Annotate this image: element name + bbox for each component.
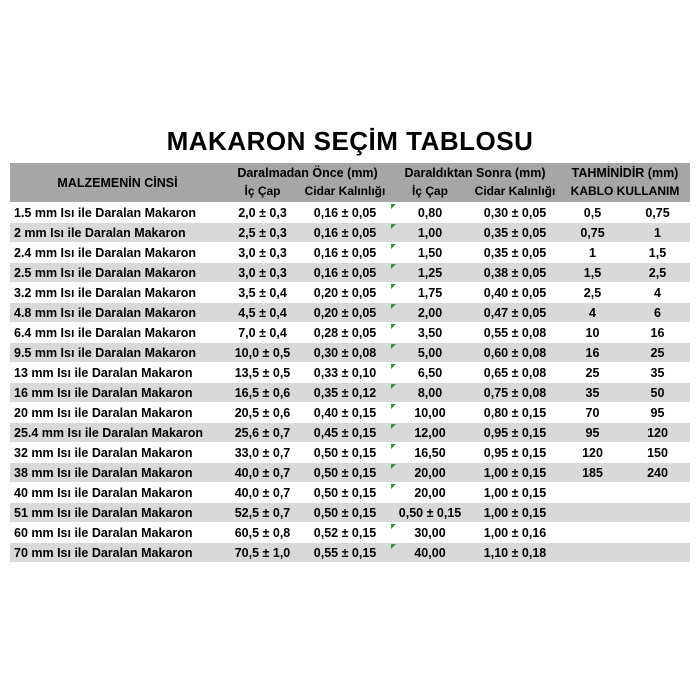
- cell-kablo1: [560, 343, 625, 362]
- cell-text: 1,25: [417, 265, 443, 280]
- table-row: [10, 363, 690, 383]
- cell-text: 2,5 ± 0,3: [238, 225, 287, 240]
- cell-material: [10, 543, 225, 562]
- header-group-after: [390, 163, 560, 202]
- cell-text: 185: [582, 465, 603, 480]
- cell-kablo1: [560, 543, 625, 562]
- cell-text: 1,50: [417, 245, 443, 260]
- cell-ic-cap-once: [225, 503, 300, 522]
- cell-material: [10, 323, 225, 342]
- cell-material: [10, 523, 225, 542]
- green-corner-triangle-icon: [391, 404, 396, 409]
- cell-ic-cap-once: [225, 483, 300, 502]
- cell-text: 3,0 ± 0,3: [238, 265, 287, 280]
- cell-ic-cap-sonra: [390, 383, 470, 402]
- cell-text: 0,16 ± 0,05: [313, 245, 377, 260]
- cell-text: 0,35 ± 0,12: [313, 385, 377, 400]
- cell-cidar-sonra: [470, 423, 560, 442]
- header-group-after-subs: [390, 184, 560, 198]
- cell-cidar-once: [300, 223, 390, 242]
- cell-text: 0,20 ± 0,05: [313, 285, 377, 300]
- cell-text: 3,50: [417, 325, 443, 340]
- cell-text: 0,80: [417, 205, 443, 220]
- cell-text: 70,5 ± 1,0: [234, 545, 291, 560]
- cell-text: 120: [582, 445, 603, 460]
- cell-kablo1: [560, 303, 625, 322]
- cell-text: 16: [585, 345, 600, 360]
- cell-ic-cap-sonra: [390, 403, 470, 422]
- header-ic-cap-after: İç Çap: [411, 184, 448, 198]
- green-corner-triangle-icon: [391, 524, 396, 529]
- cell-text: 52,5 ± 0,7: [234, 505, 291, 520]
- cell-cidar-once: [300, 383, 390, 402]
- cell-cidar-sonra: [470, 383, 560, 402]
- header-material: MALZEMENİN CİNSİ: [57, 175, 178, 190]
- cell-kablo2: [625, 203, 690, 222]
- cell-text: 16: [650, 325, 665, 340]
- cell-material: [10, 423, 225, 442]
- cell-cidar-once: [300, 203, 390, 222]
- cell-kablo2: [625, 303, 690, 322]
- cell-text: 0,55 ± 0,08: [483, 325, 547, 340]
- cell-text: 1,00 ± 0,15: [483, 505, 547, 520]
- cell-ic-cap-sonra: [390, 483, 470, 502]
- cell-material: [10, 263, 225, 282]
- cell-text: 3,0 ± 0,3: [238, 245, 287, 260]
- cell-text: 25,6 ± 0,7: [234, 425, 291, 440]
- table-row: [10, 423, 690, 443]
- green-corner-triangle-icon: [391, 204, 396, 209]
- cell-cidar-sonra: [470, 463, 560, 482]
- table-row: [10, 243, 690, 263]
- cell-text: 40 mm Isı ile Daralan Makaron: [14, 485, 193, 500]
- cell-text: 30,00: [414, 525, 446, 540]
- cell-text: 1,00 ± 0,15: [483, 485, 547, 500]
- cell-text: 16,50: [414, 445, 446, 460]
- header-cidar-before: Cidar Kalınlığı: [304, 184, 386, 198]
- header-group-estimate-subs: [560, 184, 690, 198]
- cell-cidar-once: [300, 483, 390, 502]
- cell-text: 1,00 ± 0,16: [483, 525, 547, 540]
- cell-text: 0,47 ± 0,05: [483, 305, 547, 320]
- cell-ic-cap-sonra: [390, 423, 470, 442]
- cell-cidar-once: [300, 243, 390, 262]
- cell-kablo2: [625, 443, 690, 462]
- cell-text: 0,16 ± 0,05: [313, 265, 377, 280]
- table-row: [10, 543, 690, 563]
- cell-text: 1,5: [648, 245, 667, 260]
- cell-text: 95: [650, 405, 665, 420]
- green-corner-triangle-icon: [391, 424, 396, 429]
- header-cidar-after: Cidar Kalınlığı: [474, 184, 556, 198]
- cell-ic-cap-once: [225, 443, 300, 462]
- cell-cidar-sonra: [470, 283, 560, 302]
- green-corner-triangle-icon: [391, 544, 396, 549]
- cell-text: 0,40 ± 0,05: [483, 285, 547, 300]
- green-corner-triangle-icon: [391, 344, 396, 349]
- green-corner-triangle-icon: [391, 464, 396, 469]
- cell-material: [10, 503, 225, 522]
- cell-ic-cap-sonra: [390, 243, 470, 262]
- green-corner-triangle-icon: [391, 444, 396, 449]
- cell-text: 0,50 ± 0,15: [313, 465, 377, 480]
- cell-text: 2.4 mm Isı ile Daralan Makaron: [14, 245, 197, 260]
- cell-text: 0,38 ± 0,05: [483, 265, 547, 280]
- cell-kablo1: [560, 443, 625, 462]
- cell-ic-cap-sonra: [390, 283, 470, 302]
- cell-ic-cap-sonra: [390, 263, 470, 282]
- cell-text: 35: [650, 365, 665, 380]
- cell-text: 0,28 ± 0,05: [313, 325, 377, 340]
- cell-text: 70 mm Isı ile Daralan Makaron: [14, 545, 193, 560]
- cell-ic-cap-once: [225, 523, 300, 542]
- green-corner-triangle-icon: [391, 284, 396, 289]
- cell-kablo2: [625, 383, 690, 402]
- cell-cidar-once: [300, 463, 390, 482]
- cell-material: [10, 283, 225, 302]
- cell-text: 0,16 ± 0,05: [313, 225, 377, 240]
- green-corner-triangle-icon: [391, 364, 396, 369]
- table-header: [10, 163, 690, 203]
- cell-ic-cap-once: [225, 383, 300, 402]
- cell-ic-cap-once: [225, 343, 300, 362]
- cell-kablo1: [560, 263, 625, 282]
- header-group-before-subs: [225, 184, 390, 198]
- cell-ic-cap-once: [225, 203, 300, 222]
- cell-material: [10, 303, 225, 322]
- cell-text: 120: [647, 425, 668, 440]
- cell-cidar-once: [300, 263, 390, 282]
- cell-text: 0,65 ± 0,08: [483, 365, 547, 380]
- cell-cidar-sonra: [470, 243, 560, 262]
- cell-text: 60 mm Isı ile Daralan Makaron: [14, 525, 193, 540]
- cell-cidar-once: [300, 423, 390, 442]
- cell-cidar-sonra: [470, 483, 560, 502]
- cell-text: 6: [654, 305, 661, 320]
- cell-text: 7,0 ± 0,4: [238, 325, 287, 340]
- table-row: [10, 523, 690, 543]
- cell-kablo1: [560, 403, 625, 422]
- cell-ic-cap-sonra: [390, 343, 470, 362]
- cell-kablo2: [625, 363, 690, 382]
- cell-ic-cap-sonra: [390, 203, 470, 222]
- cell-kablo1: [560, 463, 625, 482]
- cell-ic-cap-once: [225, 423, 300, 442]
- cell-text: 25: [585, 365, 600, 380]
- cell-kablo1: [560, 223, 625, 242]
- cell-text: 0,52 ± 0,15: [313, 525, 377, 540]
- cell-cidar-sonra: [470, 223, 560, 242]
- cell-kablo1: [560, 483, 625, 502]
- cell-text: 0,20 ± 0,05: [313, 305, 377, 320]
- cell-text: 0,16 ± 0,05: [313, 205, 377, 220]
- header-group-after-label: Daraldıktan Sonra (mm): [404, 166, 546, 180]
- cell-text: 51 mm Isı ile Daralan Makaron: [14, 505, 193, 520]
- cell-ic-cap-sonra: [390, 503, 470, 522]
- cell-text: 10,00: [414, 405, 446, 420]
- cell-cidar-once: [300, 303, 390, 322]
- cell-text: 20,00: [414, 485, 446, 500]
- cell-material: [10, 343, 225, 362]
- cell-kablo1: [560, 363, 625, 382]
- header-group-before: [225, 163, 390, 202]
- cell-ic-cap-once: [225, 283, 300, 302]
- cell-ic-cap-once: [225, 303, 300, 322]
- cell-text: 2,5: [583, 285, 602, 300]
- cell-text: 33,0 ± 0,7: [234, 445, 291, 460]
- cell-text: 240: [647, 465, 668, 480]
- cell-kablo2: [625, 243, 690, 262]
- cell-kablo1: [560, 503, 625, 522]
- cell-text: 12,00: [414, 425, 446, 440]
- cell-text: 0,35 ± 0,05: [483, 245, 547, 260]
- cell-text: 2.5 mm Isı ile Daralan Makaron: [14, 265, 197, 280]
- cell-material: [10, 463, 225, 482]
- cell-kablo1: [560, 423, 625, 442]
- cell-cidar-once: [300, 543, 390, 562]
- cell-cidar-once: [300, 363, 390, 382]
- table-row: [10, 263, 690, 283]
- cell-text: 1: [654, 225, 661, 240]
- cell-kablo2: [625, 403, 690, 422]
- cell-material: [10, 243, 225, 262]
- cell-text: 0,50 ± 0,15: [398, 505, 462, 520]
- cell-text: 0,45 ± 0,15: [313, 425, 377, 440]
- table-row: [10, 383, 690, 403]
- cell-kablo1: [560, 203, 625, 222]
- cell-material: [10, 223, 225, 242]
- cell-ic-cap-sonra: [390, 443, 470, 462]
- cell-text: 35: [585, 385, 600, 400]
- cell-text: 0,60 ± 0,08: [483, 345, 547, 360]
- header-group-estimate-label: TAHMİNİDİR (mm): [571, 166, 679, 180]
- cell-material: [10, 363, 225, 382]
- header-kablo-kullanim: KABLO KULLANIM: [570, 184, 680, 198]
- cell-text: 10,0 ± 0,5: [234, 345, 291, 360]
- cell-text: 0,5: [583, 205, 602, 220]
- cell-text: 16,5 ± 0,6: [234, 385, 291, 400]
- cell-ic-cap-sonra: [390, 523, 470, 542]
- cell-text: 9.5 mm Isı ile Daralan Makaron: [14, 345, 197, 360]
- header-group-before-label: Daralmadan Önce (mm): [237, 166, 378, 180]
- cell-cidar-sonra: [470, 303, 560, 322]
- cell-text: 4.8 mm Isı ile Daralan Makaron: [14, 305, 197, 320]
- cell-text: 150: [647, 445, 668, 460]
- cell-kablo2: [625, 223, 690, 242]
- cell-ic-cap-sonra: [390, 463, 470, 482]
- table-row: [10, 203, 690, 223]
- cell-text: 1,00: [417, 225, 443, 240]
- cell-ic-cap-sonra: [390, 323, 470, 342]
- cell-kablo2: [625, 483, 690, 502]
- page-title: MAKARON SEÇİM TABLOSU: [166, 126, 534, 156]
- cell-kablo1: [560, 323, 625, 342]
- cell-text: 0,30 ± 0,08: [313, 345, 377, 360]
- cell-text: 16 mm Isı ile Daralan Makaron: [14, 385, 193, 400]
- cell-text: 2 mm Isı ile Daralan Makaron: [14, 225, 186, 240]
- cell-kablo2: [625, 523, 690, 542]
- header-ic-cap-before: İç Çap: [244, 184, 281, 198]
- cell-text: 1.5 mm Isı ile Daralan Makaron: [14, 205, 197, 220]
- cell-text: 2,0 ± 0,3: [238, 205, 287, 220]
- cell-text: 25.4 mm Isı ile Daralan Makaron: [14, 425, 203, 440]
- cell-text: 8,00: [417, 385, 443, 400]
- cell-cidar-once: [300, 283, 390, 302]
- table-row: [10, 343, 690, 363]
- cell-cidar-sonra: [470, 263, 560, 282]
- cell-cidar-sonra: [470, 343, 560, 362]
- cell-text: 1,10 ± 0,18: [483, 545, 547, 560]
- cell-cidar-once: [300, 443, 390, 462]
- cell-kablo2: [625, 283, 690, 302]
- cell-cidar-sonra: [470, 403, 560, 422]
- cell-cidar-once: [300, 523, 390, 542]
- cell-text: 0,75: [645, 205, 670, 220]
- cell-ic-cap-once: [225, 363, 300, 382]
- cell-text: 3.2 mm Isı ile Daralan Makaron: [14, 285, 197, 300]
- cell-text: 5,00: [417, 345, 443, 360]
- cell-kablo2: [625, 343, 690, 362]
- cell-material: [10, 403, 225, 422]
- green-corner-triangle-icon: [391, 244, 396, 249]
- cell-ic-cap-once: [225, 243, 300, 262]
- cell-cidar-once: [300, 343, 390, 362]
- cell-kablo2: [625, 263, 690, 282]
- green-corner-triangle-icon: [391, 384, 396, 389]
- cell-ic-cap-sonra: [390, 363, 470, 382]
- cell-text: 0,40 ± 0,15: [313, 405, 377, 420]
- cell-text: 0,33 ± 0,10: [313, 365, 377, 380]
- cell-text: 20,00: [414, 465, 446, 480]
- cell-text: 2,5: [648, 265, 667, 280]
- cell-text: 13,5 ± 0,5: [234, 365, 291, 380]
- cell-ic-cap-once: [225, 403, 300, 422]
- cell-text: 32 mm Isı ile Daralan Makaron: [14, 445, 193, 460]
- cell-ic-cap-sonra: [390, 543, 470, 562]
- header-group-estimate: [560, 163, 690, 202]
- cell-text: 0,75 ± 0,08: [483, 385, 547, 400]
- cell-text: 20 mm Isı ile Daralan Makaron: [14, 405, 193, 420]
- cell-material: [10, 443, 225, 462]
- green-corner-triangle-icon: [391, 264, 396, 269]
- cell-text: 0,50 ± 0,15: [313, 505, 377, 520]
- cell-kablo2: [625, 503, 690, 522]
- green-corner-triangle-icon: [391, 324, 396, 329]
- cell-text: 3,5 ± 0,4: [238, 285, 287, 300]
- table-row: [10, 303, 690, 323]
- cell-text: 2,00: [417, 305, 443, 320]
- cell-text: 50: [650, 385, 665, 400]
- cell-cidar-sonra: [470, 323, 560, 342]
- cell-text: 40,0 ± 0,7: [234, 465, 291, 480]
- cell-text: 40,00: [414, 545, 446, 560]
- cell-cidar-sonra: [470, 363, 560, 382]
- table-row: [10, 463, 690, 483]
- green-corner-triangle-icon: [391, 224, 396, 229]
- cell-kablo1: [560, 243, 625, 262]
- cell-text: 0,30 ± 0,05: [483, 205, 547, 220]
- cell-ic-cap-once: [225, 543, 300, 562]
- cell-text: 0,35 ± 0,05: [483, 225, 547, 240]
- cell-kablo2: [625, 543, 690, 562]
- cell-text: 25: [650, 345, 665, 360]
- cell-text: 1,75: [417, 285, 443, 300]
- cell-material: [10, 483, 225, 502]
- cell-kablo2: [625, 423, 690, 442]
- cell-kablo1: [560, 383, 625, 402]
- cell-text: 0,95 ± 0,15: [483, 445, 547, 460]
- cell-ic-cap-sonra: [390, 303, 470, 322]
- cell-ic-cap-sonra: [390, 223, 470, 242]
- table-row: [10, 503, 690, 523]
- cell-text: 10: [585, 325, 600, 340]
- cell-text: 38 mm Isı ile Daralan Makaron: [14, 465, 193, 480]
- selection-table: [10, 163, 690, 563]
- cell-cidar-once: [300, 403, 390, 422]
- cell-text: 95: [585, 425, 600, 440]
- table-row: [10, 483, 690, 503]
- table-row: [10, 283, 690, 303]
- cell-text: 1,5: [583, 265, 602, 280]
- cell-text: 0,95 ± 0,15: [483, 425, 547, 440]
- cell-text: 60,5 ± 0,8: [234, 525, 291, 540]
- cell-cidar-sonra: [470, 503, 560, 522]
- cell-kablo2: [625, 463, 690, 482]
- green-corner-triangle-icon: [391, 304, 396, 309]
- cell-text: 13 mm Isı ile Daralan Makaron: [14, 365, 193, 380]
- cell-kablo1: [560, 523, 625, 542]
- table-row: [10, 223, 690, 243]
- cell-material: [10, 383, 225, 402]
- table-row: [10, 323, 690, 343]
- cell-text: 4: [589, 305, 596, 320]
- cell-cidar-sonra: [470, 443, 560, 462]
- cell-text: 70: [585, 405, 600, 420]
- table-row: [10, 443, 690, 463]
- cell-kablo1: [560, 283, 625, 302]
- cell-text: 1,00 ± 0,15: [483, 465, 547, 480]
- cell-ic-cap-once: [225, 223, 300, 242]
- cell-text: 4: [654, 285, 661, 300]
- cell-text: 0,55 ± 0,15: [313, 545, 377, 560]
- cell-material: [10, 203, 225, 222]
- cell-kablo2: [625, 323, 690, 342]
- cell-text: 1: [589, 245, 596, 260]
- cell-cidar-once: [300, 503, 390, 522]
- cell-text: 6,50: [417, 365, 443, 380]
- cell-cidar-sonra: [470, 203, 560, 222]
- cell-ic-cap-once: [225, 263, 300, 282]
- cell-text: 0,50 ± 0,15: [313, 445, 377, 460]
- green-corner-triangle-icon: [391, 484, 396, 489]
- cell-text: 0,75: [580, 225, 605, 240]
- cell-text: 0,80 ± 0,15: [483, 405, 547, 420]
- cell-ic-cap-once: [225, 463, 300, 482]
- table-row: [10, 403, 690, 423]
- table-body: [10, 203, 690, 563]
- cell-text: 6.4 mm Isı ile Daralan Makaron: [14, 325, 197, 340]
- cell-text: 20,5 ± 0,6: [234, 405, 291, 420]
- cell-cidar-sonra: [470, 523, 560, 542]
- cell-text: 0,50 ± 0,15: [313, 485, 377, 500]
- cell-ic-cap-once: [225, 323, 300, 342]
- cell-cidar-once: [300, 323, 390, 342]
- cell-text: 4,5 ± 0,4: [238, 305, 287, 320]
- cell-text: 40,0 ± 0,7: [234, 485, 291, 500]
- cell-cidar-sonra: [470, 543, 560, 562]
